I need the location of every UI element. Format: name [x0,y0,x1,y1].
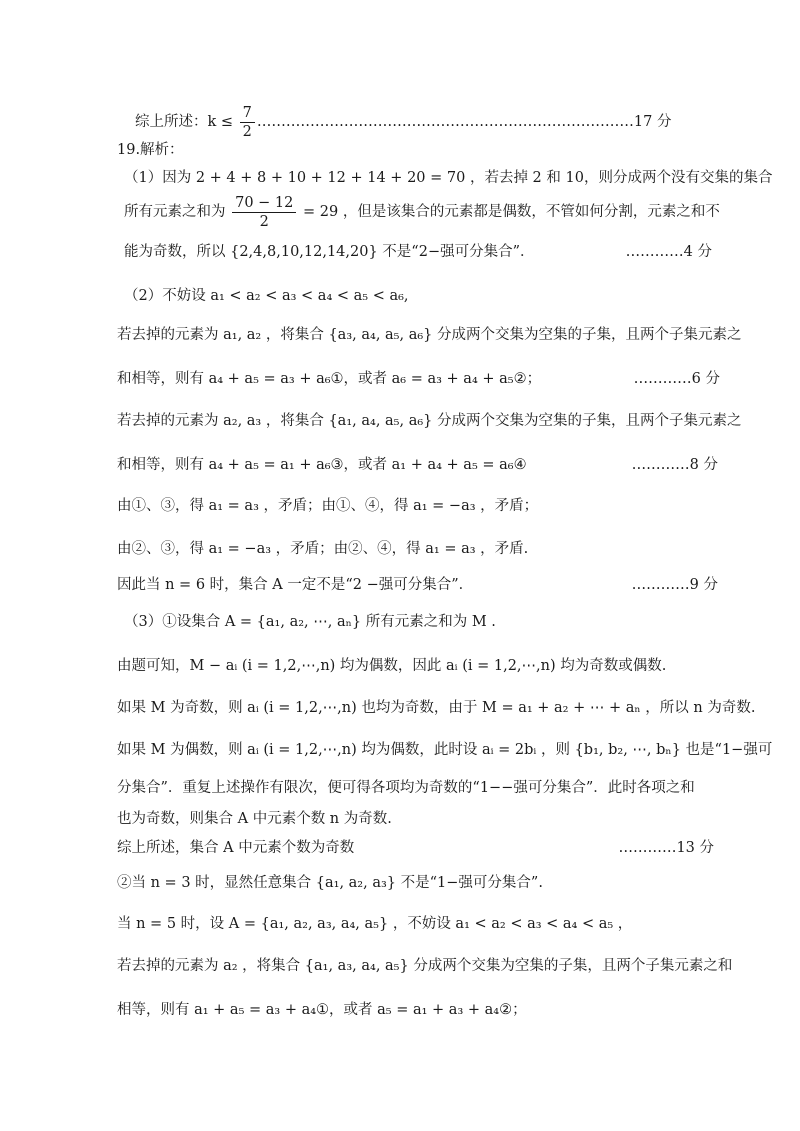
text: 和相等，则有 a₄ + a₅ = a₁ + a₆③，或者 a₁ + a₄ + a₅ = a₆④ [117,457,527,473]
text: 若去掉的元素为 a₂, a₃ ，将集合 {a₁, a₄, a₅, a₆} 分成两个交集为空集的子集，且两个子集元素之 [117,413,742,429]
text: 和相等，则有 a₄ + a₅ = a₃ + a₆①，或者 a₆ = a₃ + a₄ + a₅②； [117,371,542,387]
text: 若去掉的元素为 a₂ ，将集合 {a₁, a₃, a₄, a₅} 分成两个交集为空集的子集，且两个子集元素之和 [117,958,733,974]
paragraph-line [117,575,718,595]
text: 由题可知，M − aᵢ (i = 1,2,⋯,n) 均为偶数，因此 aᵢ (i = 1,2,⋯,n) 均为奇数或偶数. [117,658,667,674]
fraction [240,104,255,141]
text: 综上所述：k ≤ [135,114,238,130]
fraction-numerator: 70 − 12 [232,194,296,213]
paragraph-line [117,539,680,559]
text: 所有元素之和为 [124,204,231,220]
score-marker: …………13 分 [618,840,714,856]
paragraph-line [117,873,680,893]
paragraph-line [117,956,733,976]
paragraph-line [117,809,680,829]
paragraph-line [117,1000,680,1020]
text: 综上所述，集合 A 中元素个数为奇数 [117,840,355,856]
paragraph-line [117,455,718,475]
paragraph-line [124,612,680,632]
paragraph-line [124,286,680,306]
fraction-numerator: 7 [240,104,255,123]
paragraph-line [117,411,742,431]
paragraph-line [117,838,714,858]
paragraph-line [124,168,773,188]
text: （3）①设集合 A = {a₁, a₂, ⋯, aₙ} 所有元素之和为 M . [124,614,496,630]
paragraph-line [117,740,773,760]
text: 相等，则有 a₁ + a₅ = a₃ + a₄①，或者 a₅ = a₁ + a₃ + a₄②； [117,1002,527,1018]
text: 也为奇数，则集合 A 中元素个数 n 为奇数. [117,811,392,827]
text: （2）不妨设 a₁ < a₂ < a₃ < a₄ < a₅ < a₆, [124,288,409,304]
text: ……………………………………………………………………17 分 [256,114,672,130]
text: 如果 M 为奇数，则 aᵢ (i = 1,2,⋯,n) 也均为奇数，由于 M = a₁ + a₂ + ⋯ + aₙ ，所以 n 为奇数. [117,700,756,716]
section-heading-19 [117,140,680,160]
text: 如果 M 为偶数，则 aᵢ (i = 1,2,⋯,n) 均为偶数，此时设 aᵢ = 2bᵢ ，则 {b₁, b₂, ⋯, bₙ} 也是“1−强可 [117,742,773,758]
paragraph-line [117,369,720,389]
score-marker: …………9 分 [631,577,718,593]
text: ②当 n = 3 时，显然任意集合 {a₁, a₂, a₃} 不是“1−强可分集合”. [117,875,543,891]
conclusion-line-17 [135,98,680,146]
heading-text: 19.解析： [117,142,184,158]
fraction-denominator: 2 [259,213,269,230]
score-marker: …………6 分 [633,371,720,387]
text: = 29 ，但是该集合的元素都是偶数，不管如何分割，元素之和不 [298,204,720,220]
paragraph-line [117,914,680,934]
text: 当 n = 5 时，设 A = {a₁, a₂, a₃, a₄, a₅} ，不妨设 a₁ < a₂ < a₃ < a₄ < a₅ ， [117,916,633,932]
paragraph-line [117,496,680,516]
paragraph-line [117,698,756,718]
text: 由①、③，得 a₁ = a₃ ，矛盾；由①、④，得 a₁ = −a₃ ，矛盾； [117,498,539,514]
paragraph-line-fraction [124,192,720,232]
paragraph-line [124,242,712,262]
text: 能为奇数，所以 {2,4,8,10,12,14,20} 不是“2−强可分集合”． [124,244,535,260]
text: 分集合”．重复上述操作有限次，便可得各项均为奇数的“1−−强可分集合”．此时各项之和 [117,780,695,796]
paragraph-line [117,778,695,798]
score-marker: …………8 分 [631,457,718,473]
paragraph-line [117,656,680,676]
fraction-denominator: 2 [242,123,252,140]
text: 因此当 n = 6 时，集合 A 一定不是“2 −强可分集合”． [117,577,474,593]
text: （1）因为 2 + 4 + 8 + 10 + 12 + 14 + 20 = 70 ，若去掉 2 和 10，则分成两个没有交集的集合 [124,170,773,186]
text: 若去掉的元素为 a₁, a₂ ，将集合 {a₃, a₄, a₅, a₆} 分成两个交集为空集的子集，且两个子集元素之 [117,327,742,343]
score-marker: …………4 分 [625,244,712,260]
fraction [232,194,296,231]
text: 由②、③，得 a₁ = −a₃ ，矛盾；由②、④，得 a₁ = a₃ ，矛盾. [117,541,529,557]
paragraph-line [117,325,742,345]
